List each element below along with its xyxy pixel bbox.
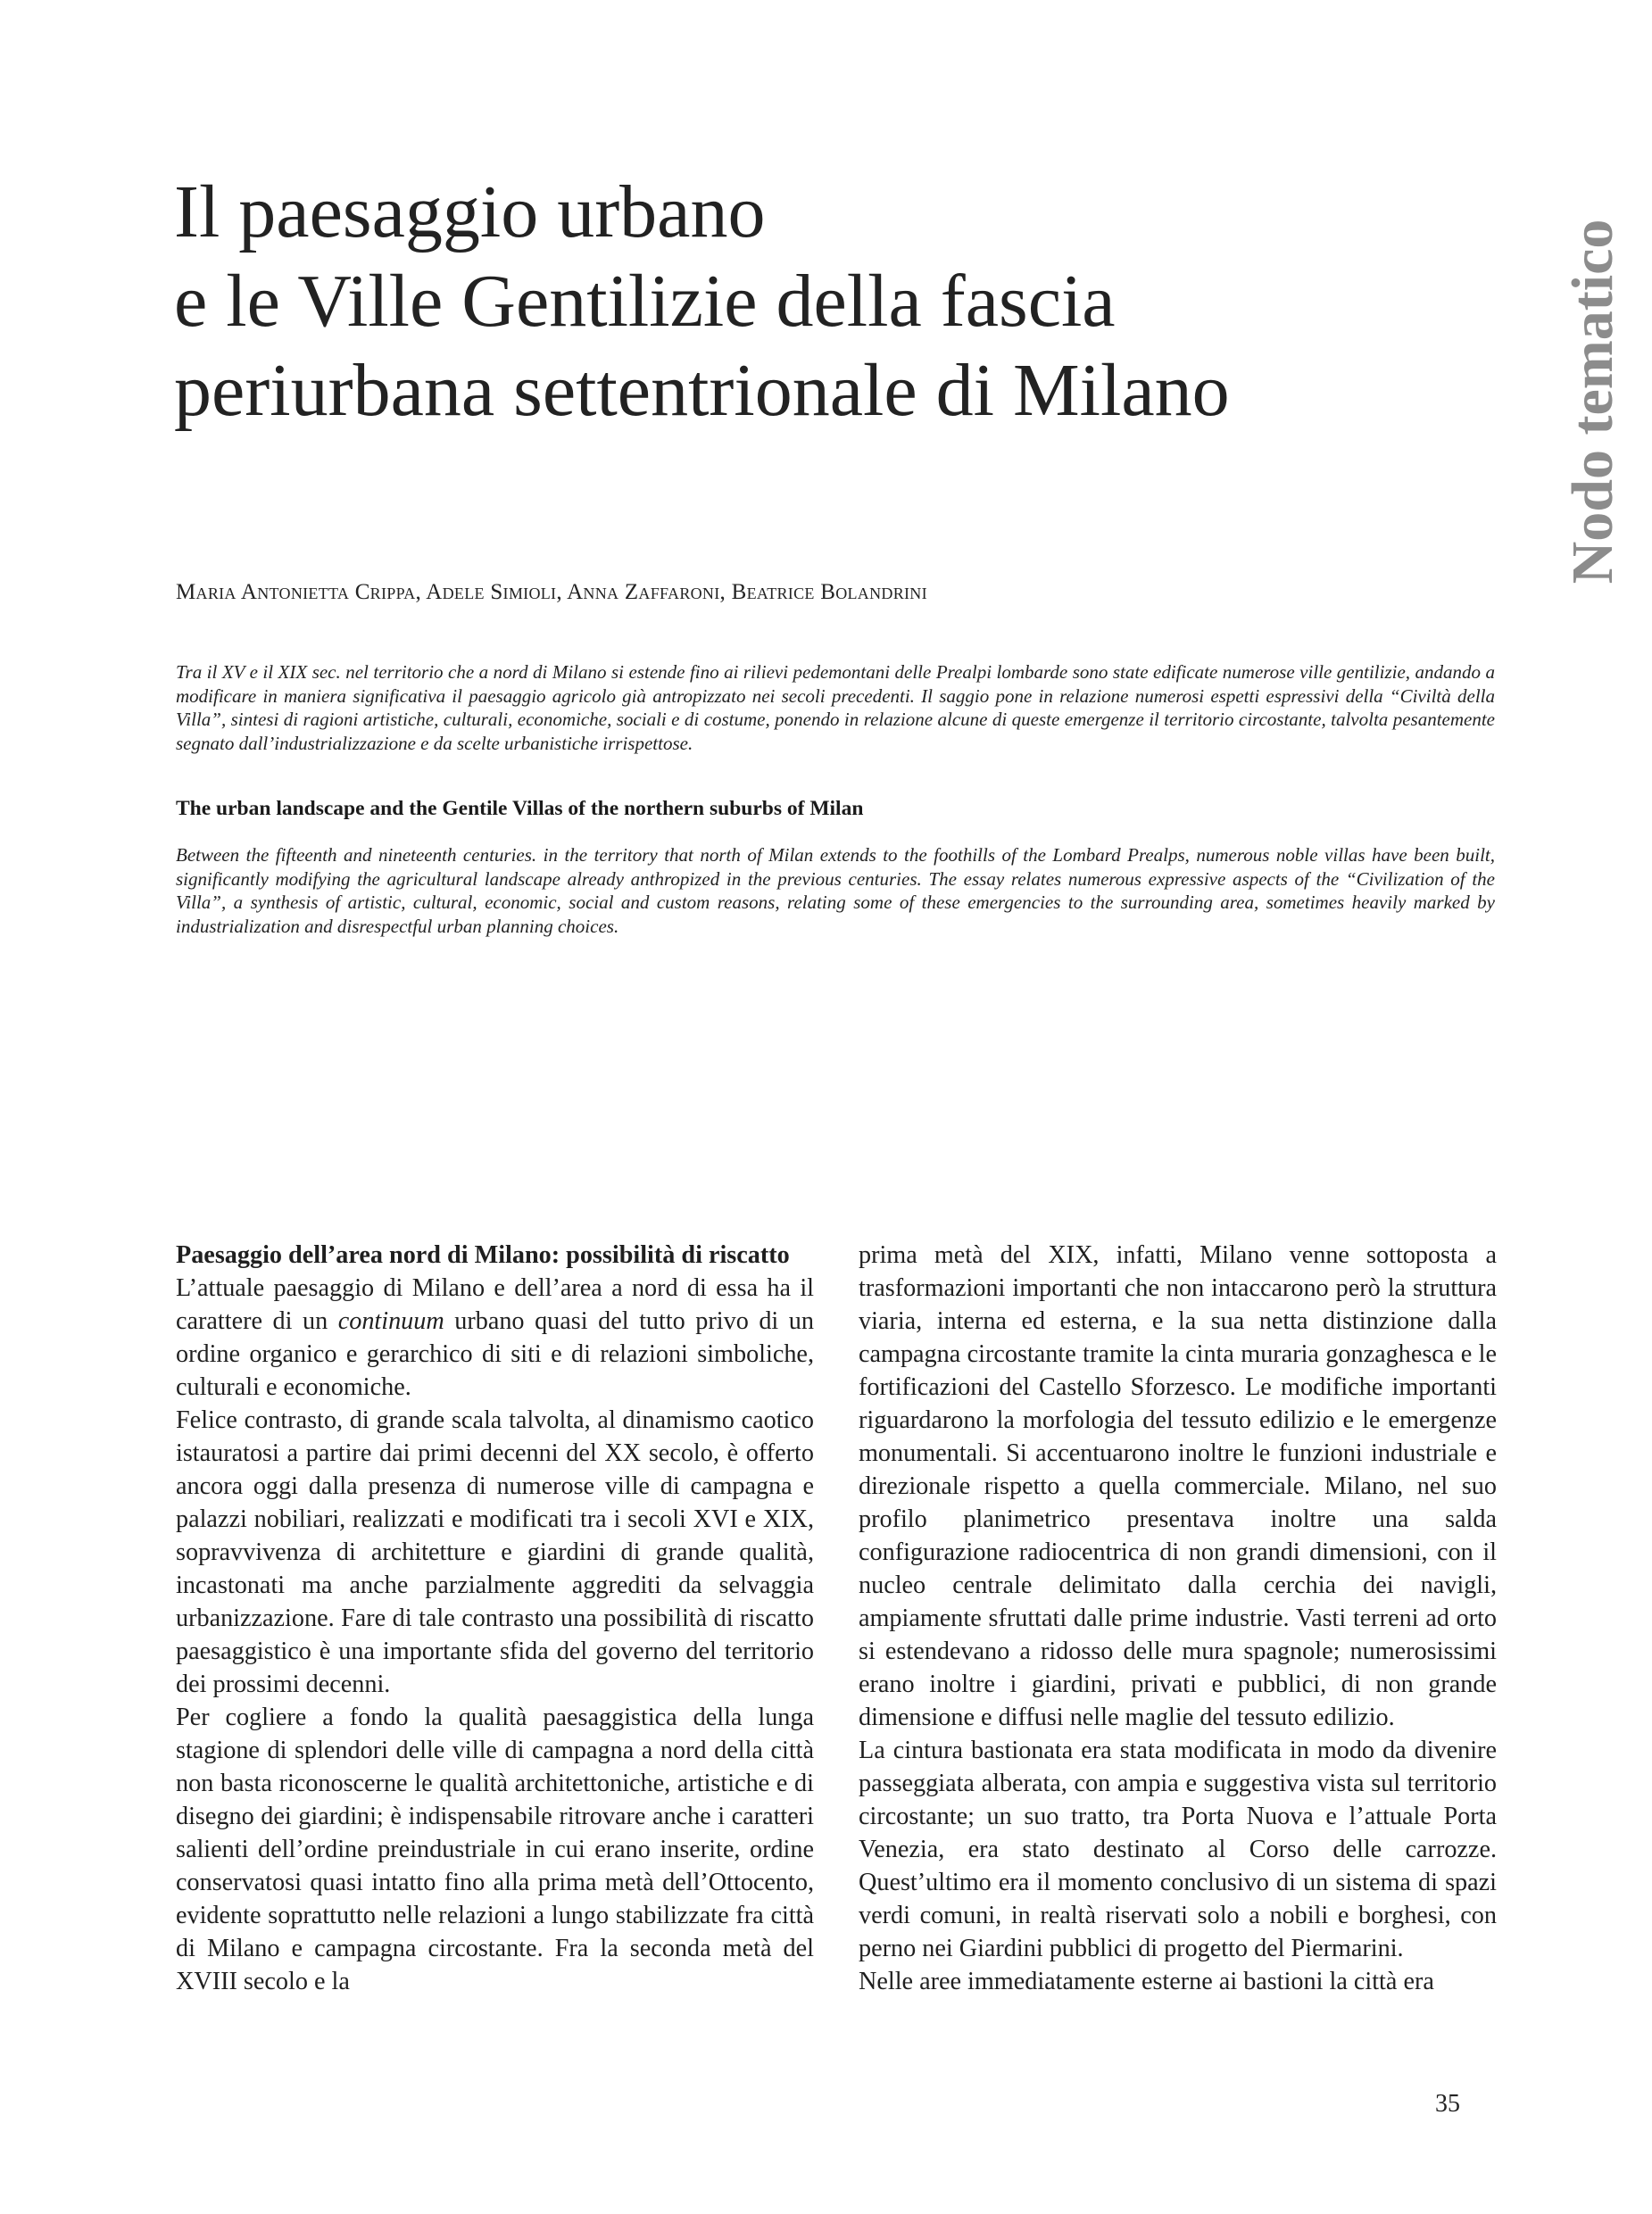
abstract-english: Between the fifteenth and nineteenth centuries. in the territory that north of Milan extends to the foothills of the Lombard Prealps, numerous noble villas have been built, significantly modifying the agricultural landscape already anthropized in the previous centuries. The essay relates numerous expressive aspects of the “Civilization of the Villa”, a synthesis of artistic, cultural, economic, social and custom reasons, relating some of these emergencies to the surrounding area, sometimes heavily marked by industrialization and disrespectful urban planning choices. bbox=[176, 844, 1495, 937]
body-paragraph: prima metà del XIX, infatti, Milano venne sottoposta a trasformazioni importanti che non intaccarono però la struttura viaria, interna ed esterna, e la sua netta distinzione dalla campagna circostante tramite la cinta muraria gonzaghesca e le fortificazioni del Castello Sforzesco. Le modifiche importanti riguardarono la morfologia del tessuto edilizio e le emergenze monumentali. Si accentuarono inoltre le funzioni industriale e direzionale rispetto a quella commerciale. Milano, nel suo profilo planimetrico presentava inoltre una salda configurazione radiocentrica di non grandi dimensioni, con il nucleo centrale delimitato dalla cerchia dei navigli, ampiamente sfruttati dalle prime industrie. Vasti terreni ad orto si estendevano a ridosso delle mura spagnole; numerosissimi erano inoltre i giardini, privati e pubblici, di non grande dimensione e diffusi nelle maglie del tessuto edilizio. bbox=[859, 1241, 1497, 1731]
body-paragraph: Per cogliere a fondo la qualità paesaggistica della lunga stagione di splendori delle ville di campagna a nord della città non basta riconoscerne le qualità architettoniche, artistiche e di disegno dei giardini; è indispensabile ritrovare anche i caratteri salienti dell’ordine preindustriale in cui erano inserite, ordine conservatosi quasi intatto fino alla prima metà dell’Ottocento, evidente soprattutto nelle relazioni a lungo stabilizzate fra città di Milano e campagna circostante. Fra la seconda metà del XVIII secolo e la bbox=[176, 1704, 814, 1995]
paragraph-text: L’attuale paesaggio di Milano e dell’area a nord di essa ha il carattere di un bbox=[176, 1274, 814, 1335]
title-line-3: periurbana settentrionale di Milano bbox=[174, 349, 1230, 432]
author-list: Maria Antonietta Crippa, Adele Simioli, Anna Zaffaroni, Beatrice Bolandrini bbox=[176, 580, 927, 604]
section-heading: Paesaggio dell’area nord di Milano: possibilità di riscatto bbox=[176, 1241, 790, 1269]
body-column-left bbox=[176, 1239, 814, 1998]
body-paragraph: Felice contrasto, di grande scala talvolta, al dinamismo caotico istauratosi a partire dai primi decenni del XX secolo, è offerto ancora oggi dalla presenza di numerose ville di campagna e palazzi nobiliari, realizzati e modificati tra i secoli XVI e XIX, sopravvivenza di architetture e giardini di grande qualità, incastonati ma anche parzialmente aggrediti da selvaggia urbanizzazione. Fare di tale contrasto una possibilità di riscatto paesaggistico è una importante sfida del governo del territorio dei prossimi decenni. bbox=[176, 1406, 814, 1698]
paragraph-text: urbano quasi del tutto privo di un ordine organico e gerarchico di siti e di relazioni simboliche, culturali e economiche. bbox=[176, 1307, 814, 1401]
section-side-label bbox=[1557, 214, 1629, 589]
title-line-2: e le Ville Gentilizie della fascia bbox=[174, 260, 1116, 343]
abstract-italian: Tra il XV e il XIX sec. nel territorio che a nord di Milano si estende fino ai rilievi pedemontani delle Prealpi lombarde sono state edificate numerose ville gentilizie, andando a modificare in maniera significativa il paesaggio agricolo già antropizzato nei secoli precedenti. Il saggio pone in relazione numerosi espetti espressivi della “Civiltà della Villa”, sintesi di ragioni artistiche, culturali, economiche, sociali e di costume, ponendo in relazione alcune di queste emergenze il territorio circostante, talvolta pesantemente segnato dall’industrializzazione e da scelte urbanistiche irrispettose. bbox=[176, 661, 1495, 754]
italic-term: continuum bbox=[337, 1307, 444, 1335]
side-label-text: Nodo tematico bbox=[1560, 219, 1625, 585]
body-paragraph bbox=[176, 1272, 814, 1404]
title-line-1: Il paesaggio urbano bbox=[174, 170, 766, 253]
body-column-right bbox=[859, 1239, 1497, 1998]
english-title: The urban landscape and the Gentile Villas of the northern suburbs of Milan bbox=[176, 797, 864, 820]
body-paragraph: La cintura bastionata era stata modificata in modo da divenire passeggiata alberata, con ampia e suggestiva vista sul territorio circostante; un suo tratto, tra Porta Nuova e l’attuale Porta Venezia, era stato destinato al Corso delle carrozze. Quest’ultimo era il momento conclusivo di un sistema di spazi verdi comuni, in realtà riservati solo a nobili e borghesi, con perno nei Giardini pubblici di progetto del Piermarini. bbox=[859, 1737, 1497, 1962]
article-title bbox=[174, 168, 1424, 435]
page-number: 35 bbox=[1435, 2090, 1460, 2118]
body-paragraph: Nelle aree immediatamente esterne ai bastioni la città era bbox=[859, 1968, 1434, 1995]
